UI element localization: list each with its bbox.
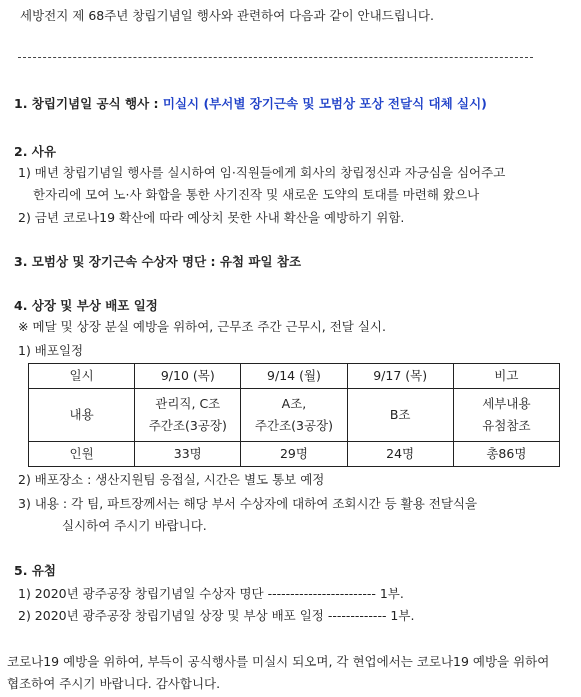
table-cell [135,389,241,442]
section-2-line-3: 2) 금년 코로나19 확산에 따라 예상치 못한 사내 확산을 예방하기 위함. [18,210,405,225]
table-header-cell: 비고 [453,364,559,389]
section-3-title: 3. 모범상 및 장기근속 수상자 명단 : 유첨 파일 참조 [14,254,302,269]
cell-line: A조, [281,396,307,411]
closing-line-2: 협조하여 주시기 바랍니다. 감사합니다. [7,676,221,691]
schedule-table [28,363,560,467]
table-cell [241,389,347,442]
section-2-line-1: 1) 매년 창립기념일 행사를 실시하여 임·직원들에게 회사의 창립정신과 자긍심을 심어주고 [18,165,506,180]
cell-line: 주간조(3공장) [148,418,227,433]
table-cell: 33명 [135,442,241,467]
closing-line-1: 코로나19 예방을 위하여, 부득이 공식행사를 미실시 되오며, 각 현업에서는 코로나19 예방을 위하여 [7,654,550,669]
cell-line: 주간조(3공장) [254,418,334,433]
intro-text: 세방전지 제 68주년 창립기념일 행사와 관련하여 다음과 같이 안내드립니다. [20,8,434,23]
section-1-label: 1. 창립기념일 공식 행사 : [14,96,163,111]
section-4-note: ※ 메달 및 상장 분실 예방을 위하여, 근무조 주간 근무시, 전달 실시. [18,319,386,334]
table-cell: 내용 [29,389,135,442]
cell-line: 세부내용 [482,396,531,411]
section-4-sub-2: 2) 배포장소 : 생산지원팀 응접실, 시간은 별도 통보 예정 [18,472,325,487]
section-5-line-1: 1) 2020년 광주공장 창립기념일 수상자 명단 ------------------------ 1부. [18,586,404,601]
section-1 [14,96,487,112]
table-cell: 인원 [29,442,135,467]
table-cell [453,389,559,442]
section-4-sub-3a: 3) 내용 : 각 팀, 파트장께서는 해당 부서 수상자에 대하여 조회시간 등 활용 전달식을 [18,496,478,511]
section-4-sub-3b: 실시하여 주시기 바랍니다. [62,518,207,533]
section-5-line-2: 2) 2020년 광주공장 창립기념일 상장 및 부상 배포 일정 ------------- 1부. [18,608,415,623]
table-cell: 29명 [241,442,347,467]
section-4-title: 4. 상장 및 부상 배포 일정 [14,298,158,313]
table-header-cell: 일시 [29,364,135,389]
section-1-value: 미실시 (부서별 장기근속 및 모범상 포상 전달식 대체 실시) [162,96,487,111]
section-2-line-2: 한자리에 모여 노·사 화합을 통한 사기진작 및 새로운 도약의 토대를 마련해 왔으나 [33,187,480,202]
section-2-title: 2. 사유 [14,144,56,159]
table-header-cell: 9/14 (월) [241,364,347,389]
table-cell: B조 [347,389,453,442]
table-cell: 24명 [347,442,453,467]
cell-line: 관리직, C조 [155,396,221,411]
separator-line [18,57,533,58]
section-4-sub-1: 1) 배포일정 [18,343,84,358]
table-header-cell: 9/10 (목) [135,364,241,389]
table-row [29,364,560,389]
cell-line: 유첨참조 [482,418,531,433]
table-header-cell: 9/17 (목) [347,364,453,389]
section-5-title: 5. 유첨 [14,563,56,578]
table-row [29,442,560,467]
table-row [29,389,560,442]
table-cell: 총86명 [453,442,559,467]
